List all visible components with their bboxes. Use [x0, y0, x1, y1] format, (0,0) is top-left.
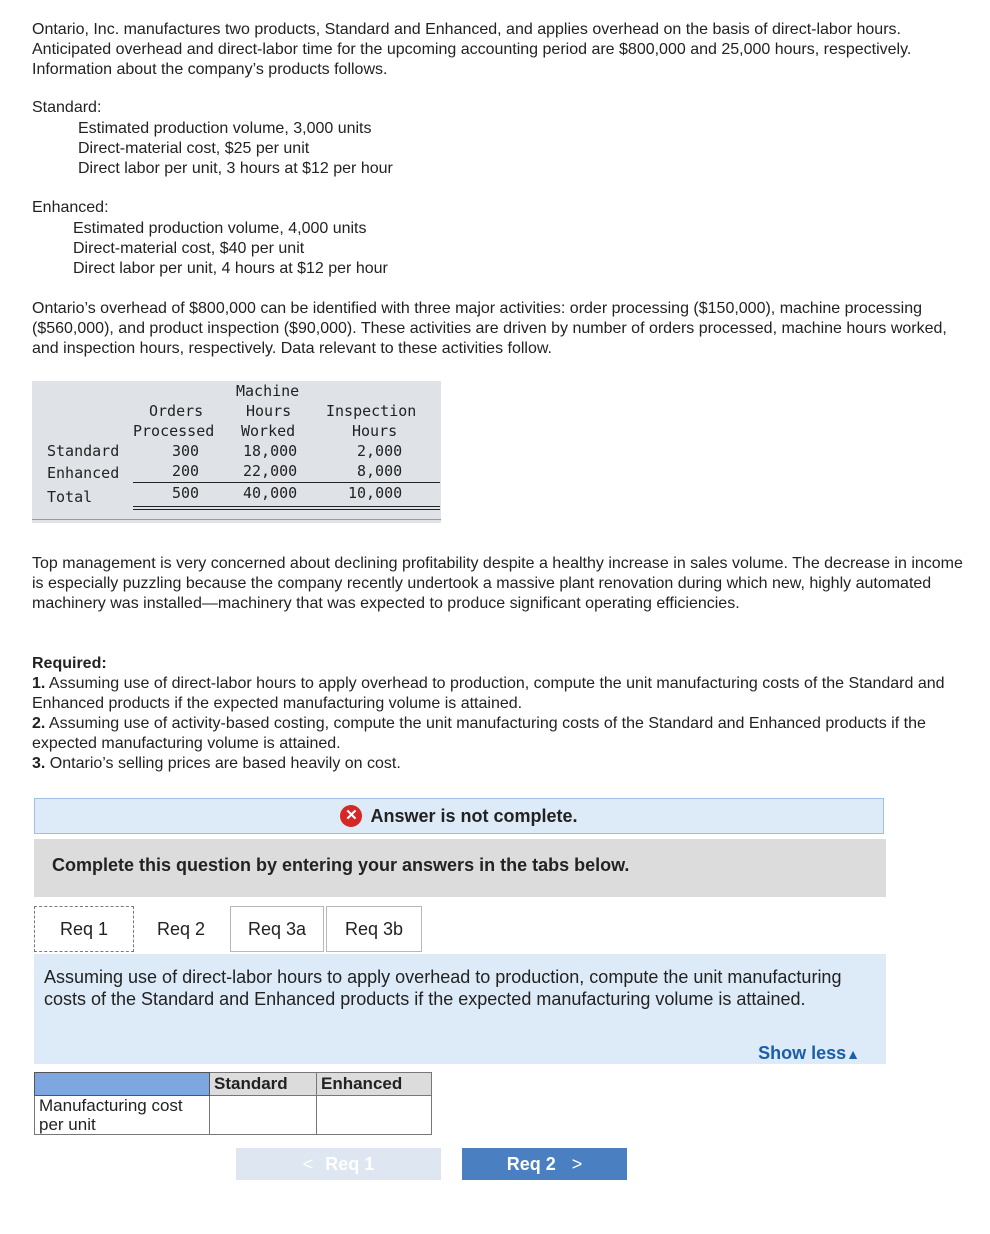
answer-header-blank [35, 1073, 210, 1096]
tab-req-3a[interactable]: Req 3a [230, 906, 324, 952]
required-item [32, 714, 952, 754]
instruction-bar: Complete this question by entering your answers in the tabs below. [34, 839, 886, 897]
show-less-label: Show less [758, 1043, 847, 1063]
row-label-enhanced: Enhanced [47, 464, 120, 482]
total-double-rule-bottom [133, 509, 440, 510]
required-item [32, 754, 952, 774]
cell-orders: 500 [172, 484, 200, 502]
enhanced-line: Estimated production volume, 4,000 units [73, 220, 367, 237]
triangle-up-icon: ▲ [846, 1046, 860, 1062]
required-text: Ontario’s selling prices are based heavily on cost. [49, 755, 401, 772]
header-orders-2: Processed [133, 422, 215, 440]
cell-machine: 40,000 [243, 484, 298, 502]
chevron-left-icon: < [302, 1154, 314, 1174]
required-text: Assuming use of activity-based costing, compute the unit manufacturing costs of the Standard and Enhanced products if the expected manufacturing volume is attained. [32, 715, 926, 752]
tab-req-1[interactable]: Req 1 [34, 906, 134, 952]
cell-inspection: 2,000 [357, 442, 403, 460]
required-section [32, 654, 952, 774]
total-double-rule-top [133, 506, 440, 507]
required-heading: Required: [32, 655, 107, 672]
show-less-link[interactable] [758, 1043, 860, 1064]
banner-text: Answer is not complete. [370, 805, 578, 826]
cell-machine: 22,000 [243, 462, 298, 480]
next-button[interactable] [462, 1148, 627, 1180]
panel-text: Assuming use of direct-labor hours to apply overhead to production, compute the unit manufacturing costs of the Standard and Enhanced products if the expected manufacturing volume is attained. [44, 967, 842, 1009]
required-item [32, 674, 952, 714]
header-inspection-2: Hours [352, 422, 398, 440]
concern-paragraph: Top management is very concerned about declining profitability despite a healthy increase in sales volume. The decrease in income is especially puzzling because the company recently undertook a massive plant renovation during which new, highly automated machinery was installed—machinery that was expected to produce significant operating efficiencies. [32, 555, 963, 612]
standard-line: Estimated production volume, 3,000 units [78, 120, 372, 137]
prev-label: Req 1 [325, 1154, 375, 1174]
required-num: 1. [32, 675, 46, 692]
chevron-right-icon: > [571, 1154, 583, 1174]
cell-inspection: 8,000 [357, 462, 403, 480]
standard-details [78, 119, 393, 179]
header-machine-1: Machine [236, 382, 300, 400]
enhanced-line: Direct labor per unit, 4 hours at $12 per hour [73, 260, 388, 277]
header-orders-1: Orders [149, 402, 204, 420]
input-enhanced-cost[interactable] [317, 1096, 432, 1135]
answer-status-banner [34, 798, 884, 834]
next-label: Req 2 [506, 1154, 556, 1174]
tab-req-3b[interactable]: Req 3b [326, 906, 422, 952]
row-label-standard: Standard [47, 442, 120, 460]
answer-table [34, 1072, 432, 1135]
header-machine-2: Hours [246, 402, 292, 420]
error-x-icon: ✕ [340, 805, 362, 827]
col-header-enhanced: Enhanced [317, 1073, 432, 1096]
enhanced-line: Direct-material cost, $40 per unit [73, 240, 305, 257]
standard-line: Direct-material cost, $25 per unit [78, 140, 310, 157]
enhanced-heading: Enhanced: [32, 199, 109, 216]
required-num: 2. [32, 715, 46, 732]
cell-inspection: 10,000 [348, 484, 403, 502]
required-num: 3. [32, 755, 46, 772]
prev-button[interactable] [236, 1148, 441, 1180]
cell-machine: 18,000 [243, 442, 298, 460]
row-label-total: Total [47, 488, 93, 506]
cell-orders: 200 [172, 462, 200, 480]
table-bottom-border [32, 519, 441, 520]
tab-req-2[interactable]: Req 2 [136, 906, 226, 952]
col-header-standard: Standard [210, 1073, 317, 1096]
enhanced-details [73, 219, 388, 279]
required-text: Assuming use of direct-labor hours to apply overhead to production, compute the unit manufacturing costs of the Standard and Enhanced products if the expected manufacturing volume is attained. [32, 675, 945, 712]
header-machine-3: Worked [241, 422, 296, 440]
row-label-manufacturing-cost: Manufacturing cost per unit [35, 1096, 210, 1135]
overhead-paragraph: Ontario’s overhead of $800,000 can be identified with three major activities: order processing ($150,000), machine processing ($560,000), and product inspection ($90,000). These activities are driven by number of orders processed, machine hours worked, and inspection hours, respectively. Data relevant to these activities follow. [32, 300, 947, 357]
cell-orders: 300 [172, 442, 200, 460]
standard-heading: Standard: [32, 99, 102, 116]
header-inspection-1: Inspection [326, 402, 417, 420]
activity-table [32, 381, 441, 523]
standard-line: Direct labor per unit, 3 hours at $12 per hour [78, 160, 393, 177]
input-standard-cost[interactable] [210, 1096, 317, 1135]
intro-paragraph: Ontario, Inc. manufactures two products, Standard and Enhanced, and applies overhead on the basis of direct-labor hours. Anticipated overhead and direct-labor time for the upcoming accounting period are $800,000 and 25,000 hours, respectively. Information about the company’s products follows. [32, 21, 912, 78]
